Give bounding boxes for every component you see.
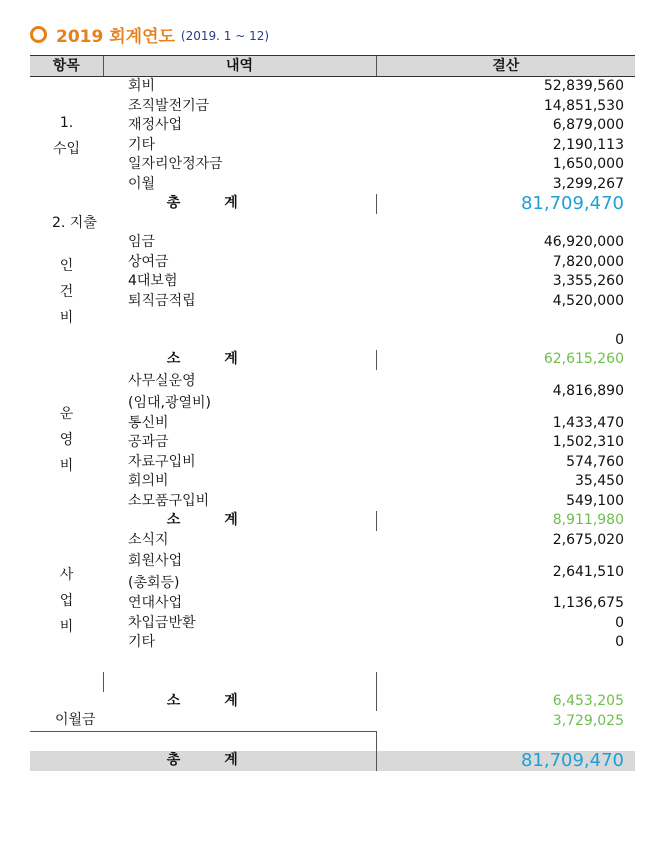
spacer-row xyxy=(30,731,635,751)
page-title xyxy=(30,20,269,48)
personnel-category: 인 건 비 xyxy=(59,257,74,326)
item-amount: 1,650,000 xyxy=(552,156,624,173)
item-name: 통신비 xyxy=(128,414,169,431)
income-category xyxy=(30,77,103,195)
ledger-table xyxy=(30,55,635,771)
item-name: 회원사업 (총회등) xyxy=(128,553,183,591)
item-name: 임금 xyxy=(128,234,156,251)
table-row xyxy=(30,136,635,156)
item-amount: 2,675,020 xyxy=(552,531,624,548)
income-label-num: 1. xyxy=(59,114,74,131)
item-name: 회의비 xyxy=(128,473,169,490)
table-row xyxy=(30,633,635,653)
table-row xyxy=(30,97,635,117)
personnel-subtotal-label: 소 계 xyxy=(166,351,239,368)
fiscal-period: (2019. 1 ~ 12) xyxy=(180,28,270,43)
projects-subtotal-label: 소 계 xyxy=(166,692,239,709)
grand-total-label: 총 계 xyxy=(30,751,376,771)
table-row xyxy=(30,531,635,551)
table-row xyxy=(30,492,635,512)
table-row xyxy=(30,370,635,414)
item-amount: 35,450 xyxy=(575,473,624,490)
table-row xyxy=(30,550,635,594)
operations-subtotal-amount: 8,911,980 xyxy=(376,511,635,531)
table-row xyxy=(30,155,635,175)
item-name xyxy=(103,331,376,351)
item-name: 자료구입비 xyxy=(128,453,196,470)
personnel-subtotal-row xyxy=(30,350,635,370)
item-name: 조직발전기금 xyxy=(128,97,210,114)
projects-subtotal-row xyxy=(30,692,635,712)
item-name xyxy=(103,653,376,673)
expense-section-label: 2. 지출 xyxy=(52,214,97,231)
item-name: 연대사업 xyxy=(128,595,183,612)
item-amount: 1,136,675 xyxy=(552,595,624,612)
table-row xyxy=(30,175,635,195)
table-row xyxy=(30,453,635,473)
spacer-row xyxy=(30,672,635,692)
carryover-amount: 3,729,025 xyxy=(552,712,624,729)
item-name: 공과금 xyxy=(128,434,169,451)
item-amount xyxy=(376,311,635,331)
projects-subtotal-amount: 6,453,205 xyxy=(376,692,635,712)
item-amount: 2,190,113 xyxy=(552,136,624,153)
header-amount: 결산 xyxy=(376,56,635,77)
item-amount: 0 xyxy=(615,634,624,651)
item-name: 기타 xyxy=(128,136,156,153)
income-label: 수입 xyxy=(52,140,81,157)
table-row xyxy=(30,77,635,97)
income-total-label: 총 계 xyxy=(166,195,239,212)
item-name: 회비 xyxy=(128,78,156,95)
operations-subtotal-label: 소 계 xyxy=(166,512,239,529)
item-amount: 574,760 xyxy=(566,453,624,470)
expense-section-row xyxy=(30,214,635,234)
item-amount: 4,520,000 xyxy=(552,292,624,309)
table-row xyxy=(30,331,635,351)
item-name: 소모품구입비 xyxy=(128,492,210,509)
header-category: 항목 xyxy=(30,56,103,77)
personnel-subtotal-amount: 62,615,260 xyxy=(376,350,635,370)
item-amount: 1,502,310 xyxy=(552,434,624,451)
table-row xyxy=(30,433,635,453)
income-total-amount: 81,709,470 xyxy=(376,194,635,214)
operations-subtotal-row xyxy=(30,511,635,531)
item-amount: 4,816,890 xyxy=(552,383,624,399)
item-amount: 1,433,470 xyxy=(552,414,624,431)
item-name: 4대보험 xyxy=(128,273,178,290)
table-row xyxy=(30,253,635,273)
header-row xyxy=(30,56,635,77)
carryover-row xyxy=(30,711,635,731)
projects-category: 사 업 비 xyxy=(59,567,74,636)
item-name: 기타 xyxy=(128,634,156,651)
item-amount: 2,641,510 xyxy=(552,563,624,580)
table-row xyxy=(30,614,635,634)
income-total-row xyxy=(30,194,635,214)
item-amount: 0 xyxy=(615,614,624,631)
table-row xyxy=(30,653,635,673)
item-name: 퇴직금적립 xyxy=(128,292,196,309)
table-row xyxy=(30,472,635,492)
header-item: 내역 xyxy=(103,56,376,77)
item-amount xyxy=(376,653,635,673)
item-amount: 3,299,267 xyxy=(552,175,624,192)
fiscal-year-title: 2019 회계연도 xyxy=(56,26,175,47)
item-amount: 0 xyxy=(615,331,624,348)
operations-category: 운 영 비 xyxy=(59,406,74,475)
item-name: 일자리안정자금 xyxy=(128,156,223,173)
item-amount: 7,820,000 xyxy=(552,253,624,270)
item-name: 차입금반환 xyxy=(128,614,196,631)
grand-total-amount: 81,709,470 xyxy=(376,751,635,771)
item-name xyxy=(103,311,376,331)
item-amount: 3,355,260 xyxy=(552,273,624,290)
table-row xyxy=(30,414,635,434)
item-name: 이월 xyxy=(128,175,156,192)
table-row xyxy=(30,233,635,253)
item-name: 재정사업 xyxy=(128,117,183,134)
table-row xyxy=(30,311,635,331)
item-name: 소식지 xyxy=(128,531,169,548)
grand-total-row xyxy=(30,751,635,771)
table-row xyxy=(30,594,635,614)
table-row xyxy=(30,292,635,312)
table-row xyxy=(30,272,635,292)
item-name: 사무실운영 (임대,광열비) xyxy=(128,372,211,411)
item-amount: 46,920,000 xyxy=(543,234,624,251)
table-row xyxy=(30,116,635,136)
item-amount: 52,839,560 xyxy=(543,78,624,95)
item-amount: 6,879,000 xyxy=(552,117,624,134)
item-amount: 549,100 xyxy=(566,492,624,509)
item-name: 상여금 xyxy=(128,253,169,270)
item-amount: 14,851,530 xyxy=(543,97,624,114)
circle-bullet-icon xyxy=(30,26,47,43)
carryover-label: 이월금 xyxy=(30,711,376,731)
